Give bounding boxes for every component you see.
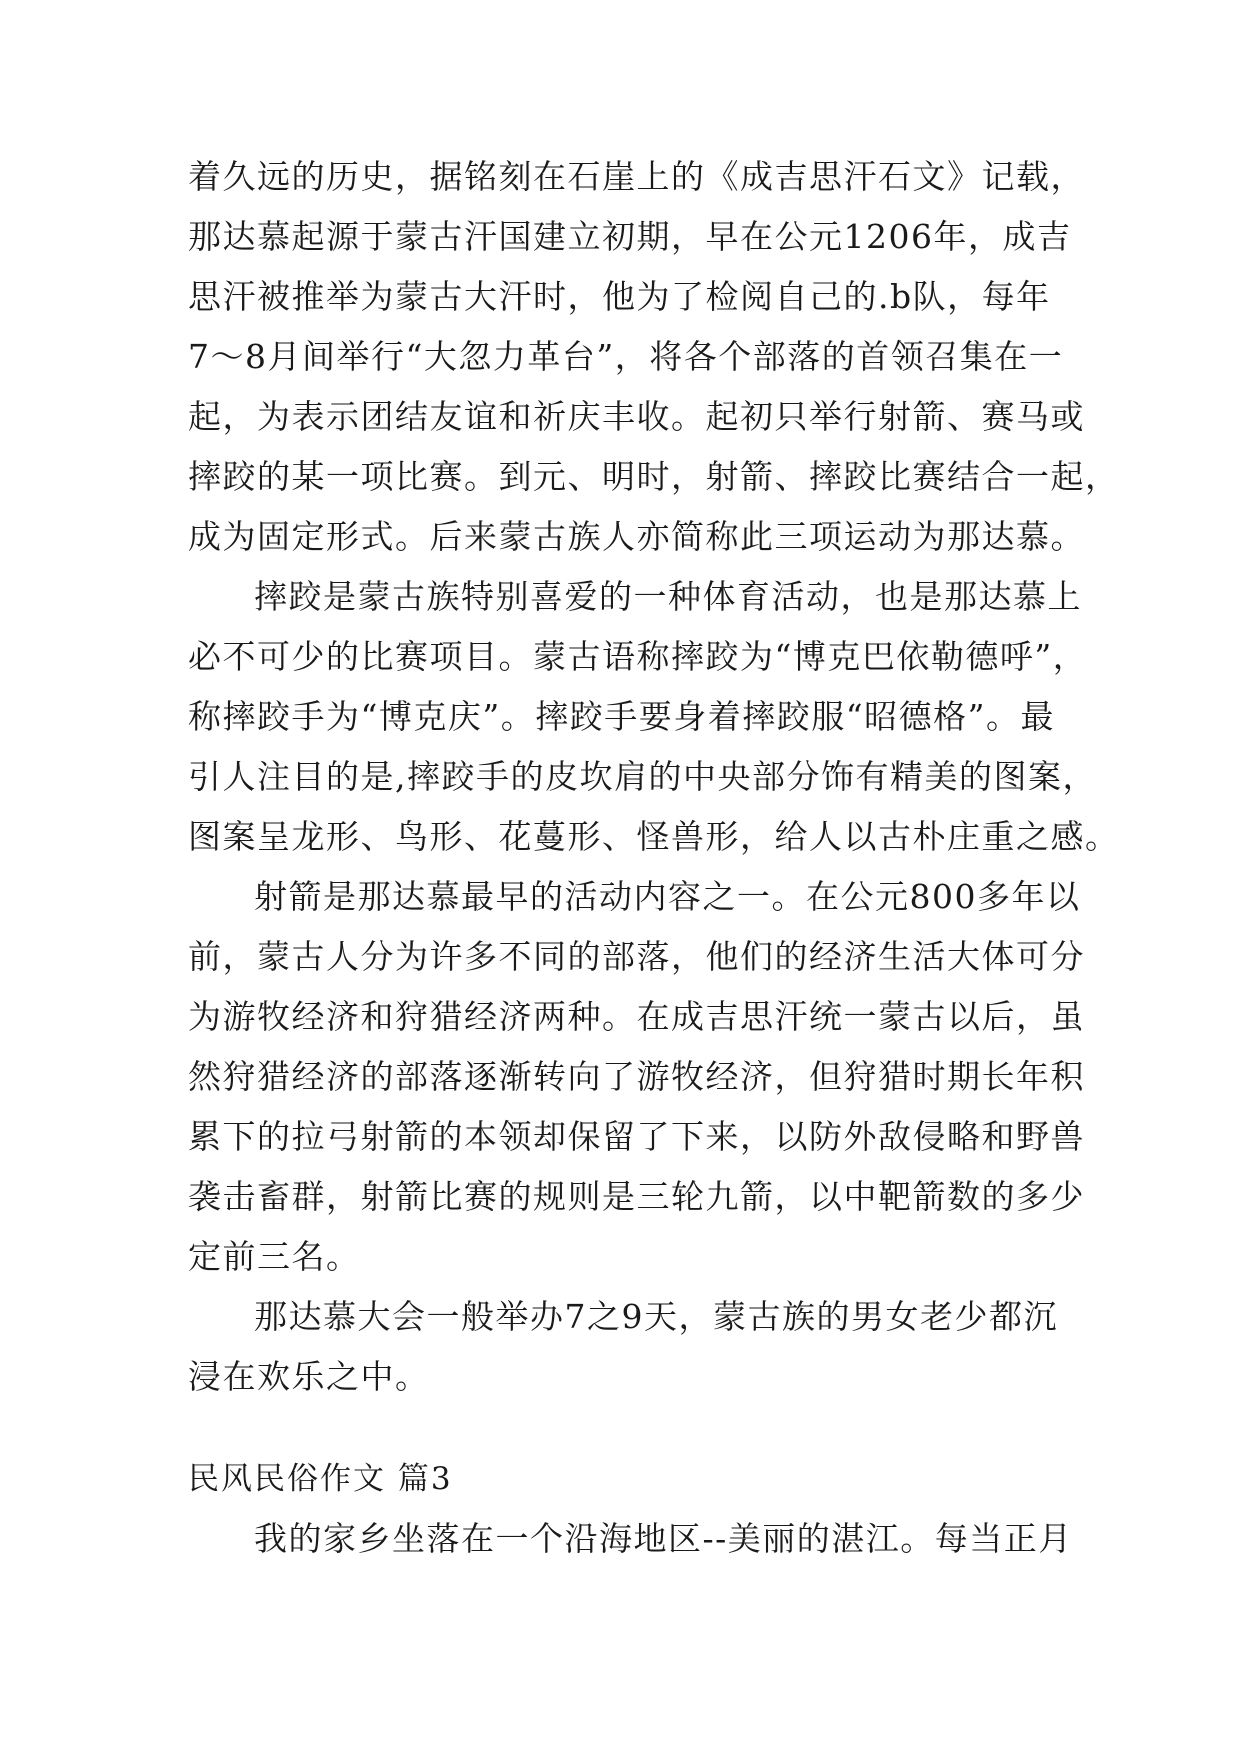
paragraph-2-line-3: 称摔跤手为“博克庆”。摔跤手要身着摔跤服“昭德格”。最 <box>188 697 1055 736</box>
paragraph-1-line-1: 着久远的历史，据铭刻在石崖上的《成吉思汗石文》记载， <box>188 157 1085 196</box>
paragraph-1-line-4: 7～8月间举行“大忽力革台”，将各个部落的首领召集在一 <box>188 337 1064 376</box>
paragraph-4-line-2: 浸在欢乐之中。 <box>188 1357 430 1396</box>
paragraph-2-line-5: 图案呈龙形、鸟形、花蔓形、怪兽形，给人以古朴庄重之感。 <box>188 817 1120 856</box>
paragraph-2-line-4: 引人注目的是,摔跤手的皮坎肩的中央部分饰有精美的图案， <box>188 757 1097 796</box>
section-heading: 民风民俗作文 篇3 <box>188 1461 453 1497</box>
paragraph-3-line-5: 累下的拉弓射箭的本领却保留了下来，以防外敌侵略和野兽 <box>188 1117 1085 1156</box>
paragraph-3-line-6: 袭击畜群，射箭比赛的规则是三轮九箭，以中靶箭数的多少 <box>188 1177 1085 1216</box>
paragraph-2-line-2: 必不可少的比赛项目。蒙古语称摔跤为“博克巴依勒德呼”， <box>188 637 1088 676</box>
section-paragraph-line-1: 我的家乡坐落在一个沿海地区--美丽的湛江。每当正月 <box>254 1519 1073 1558</box>
paragraph-1-line-5: 起，为表示团结友谊和祈庆丰收。起初只举行射箭、赛马或 <box>188 397 1085 436</box>
paragraph-3-line-3: 为游牧经济和狩猎经济两种。在成吉思汗统一蒙古以后，虽 <box>188 997 1085 1036</box>
paragraph-3-line-2: 前，蒙古人分为许多不同的部落，他们的经济生活大体可分 <box>188 937 1085 976</box>
paragraph-3-line-4: 然狩猎经济的部落逐渐转向了游牧经济，但狩猎时期长年积 <box>188 1057 1085 1096</box>
paragraph-2-line-1: 摔跤是蒙古族特别喜爱的一种体育活动，也是那达慕上 <box>254 577 1082 616</box>
paragraph-4-line-1: 那达慕大会一般举办7之9天，蒙古族的男女老少都沉 <box>254 1297 1058 1336</box>
paragraph-1-line-3: 思汗被推举为蒙古大汗时，他为了检阅自己的.b队，每年 <box>188 277 1051 316</box>
paragraph-1-line-7: 成为固定形式。后来蒙古族人亦简称此三项运动为那达慕。 <box>188 517 1085 556</box>
paragraph-1-line-2: 那达慕起源于蒙古汗国建立初期，早在公元1206年，成吉 <box>188 217 1072 256</box>
paragraph-3-line-7: 定前三名。 <box>188 1237 361 1276</box>
paragraph-1-line-6: 摔跤的某一项比赛。到元、明时，射箭、摔跤比赛结合一起， <box>188 457 1120 496</box>
paragraph-3-line-1: 射箭是那达慕最早的活动内容之一。在公元800多年以 <box>254 877 1081 916</box>
